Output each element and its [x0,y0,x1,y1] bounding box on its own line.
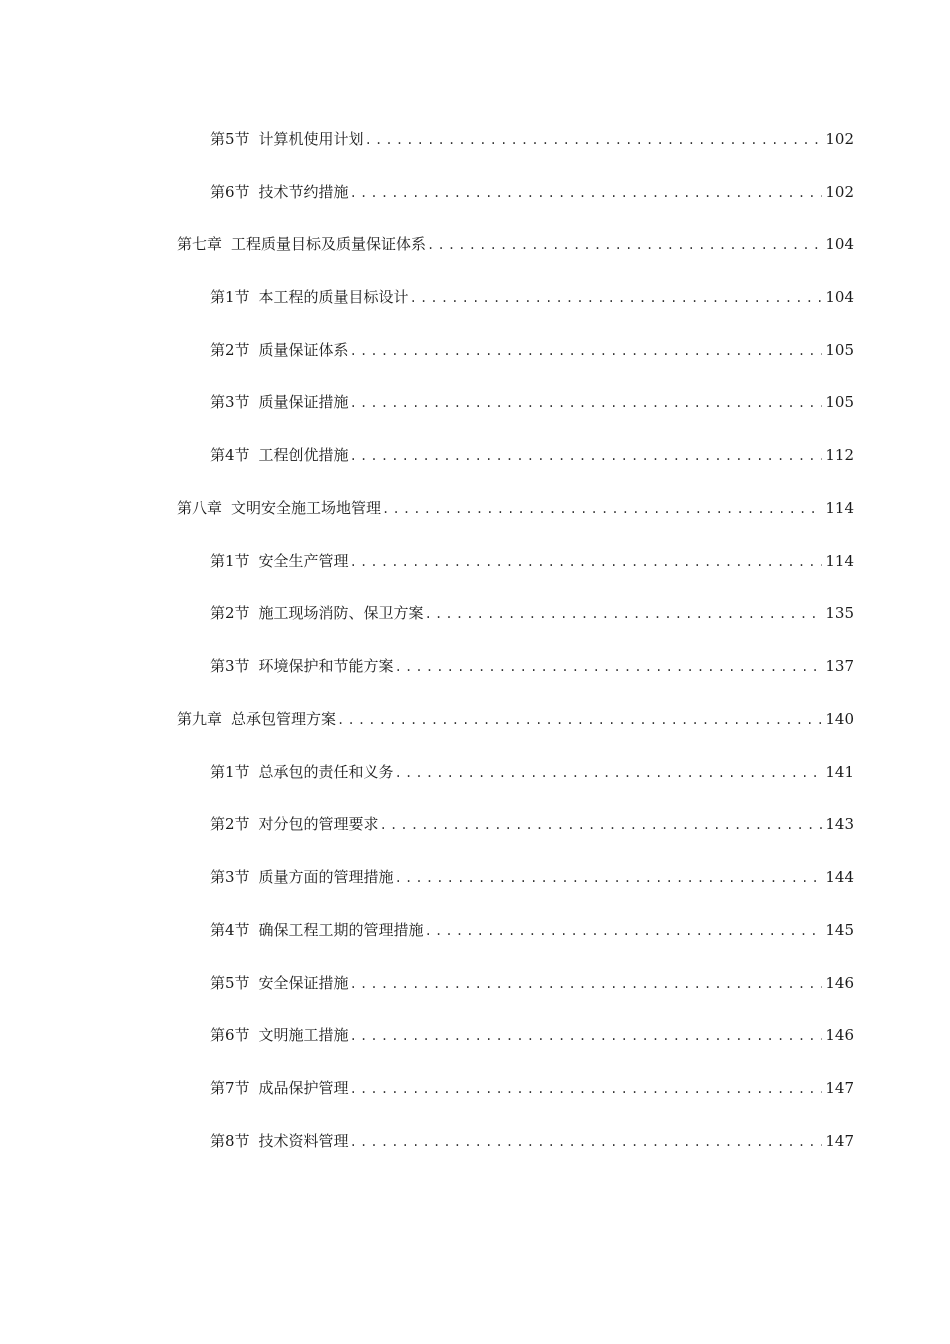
dot-leader [410,283,823,313]
toc-entry-title: 环境保护和节能方案 [258,657,394,675]
toc-entry-title: 技术资料管理 [258,1132,349,1150]
toc-entry[interactable] [210,915,854,945]
dot-leader [350,336,823,366]
toc-entry-number: 第九章 [177,710,223,728]
dot-leader [350,1021,823,1051]
toc-entry-title: 安全保证措施 [258,974,349,992]
toc-entry-page-number: 146 [825,1026,854,1044]
toc-entry-number: 第4节 [210,446,250,464]
toc-entry-page-number: 141 [825,763,854,781]
dot-leader [350,441,823,471]
toc-entry-title: 总承包管理方案 [231,710,337,728]
toc-entry-page-number: 143 [825,815,854,833]
toc-entry-number: 第8节 [210,1132,250,1150]
toc-entry-page-number: 104 [825,235,854,253]
toc-entry-page-number: 147 [825,1079,854,1097]
toc-entry-page-number: 140 [825,710,854,728]
toc-entry-page-number: 102 [825,130,854,148]
toc-entry-title: 工程质量目标及质量保证体系 [231,235,427,253]
toc-entry-number: 第2节 [210,341,250,359]
toc-entry-number: 第5节 [210,130,250,148]
toc-entry-title: 本工程的质量目标设计 [258,288,409,306]
toc-entry-number: 第八章 [177,499,223,517]
toc-entry[interactable] [210,1073,854,1103]
dot-leader [350,547,823,577]
toc-entry-page-number: 114 [825,499,854,517]
dot-leader [350,178,823,208]
toc-entry-page-number: 112 [825,446,854,464]
toc-entry-title: 对分包的管理要求 [258,815,379,833]
dot-leader [350,969,823,999]
toc-entry-page-number: 147 [825,1132,854,1150]
dot-leader [350,1127,823,1157]
toc-entry-page-number: 102 [825,183,854,201]
dot-leader [395,863,823,893]
toc-entry[interactable] [210,177,854,207]
dot-leader [427,230,822,260]
toc-entry[interactable] [210,440,854,470]
toc-entry-number: 第3节 [210,393,250,411]
dot-leader [382,494,822,524]
dot-leader [337,705,822,735]
toc-entry-title: 文明施工措施 [258,1026,349,1044]
toc-entry[interactable] [210,335,854,365]
toc-entry-page-number: 145 [825,921,854,939]
dot-leader [350,1074,823,1104]
dot-leader [425,599,823,629]
toc-entry[interactable] [210,1020,854,1050]
toc-entry[interactable] [210,757,854,787]
toc-entry-page-number: 105 [825,341,854,359]
toc-entry-number: 第1节 [210,288,250,306]
dot-leader [365,125,823,155]
dot-leader [395,758,823,788]
toc-entry-chapter[interactable] [177,493,854,523]
toc-entry-page-number: 114 [825,552,854,570]
toc-entry-title: 计算机使用计划 [258,130,364,148]
toc-entry-number: 第4节 [210,921,250,939]
toc-entry-number: 第七章 [177,235,223,253]
toc-entry-number: 第1节 [210,763,250,781]
toc-entry[interactable] [210,598,854,628]
toc-entry-number: 第3节 [210,868,250,886]
toc-entry-title: 工程创优措施 [258,446,349,464]
toc-entry[interactable] [210,124,854,154]
toc-entry-number: 第2节 [210,604,250,622]
toc-entry-title: 确保工程工期的管理措施 [258,921,424,939]
toc-entry[interactable] [210,968,854,998]
toc-entry-number: 第7节 [210,1079,250,1097]
toc-entry-title: 成品保护管理 [258,1079,349,1097]
dot-leader [350,388,823,418]
dot-leader [395,652,823,682]
toc-entry[interactable] [210,387,854,417]
toc-entry-number: 第6节 [210,183,250,201]
toc-entry[interactable] [210,809,854,839]
toc-entry-chapter[interactable] [177,704,854,734]
toc-entry[interactable] [210,651,854,681]
toc-entry-title: 安全生产管理 [258,552,349,570]
toc-entry-page-number: 144 [825,868,854,886]
toc-entry-page-number: 146 [825,974,854,992]
toc-entry-number: 第2节 [210,815,250,833]
toc-entry-page-number: 135 [825,604,854,622]
toc-entry-number: 第1节 [210,552,250,570]
toc-entry[interactable] [210,282,854,312]
toc-entry[interactable] [210,546,854,576]
toc-entry-number: 第5节 [210,974,250,992]
toc-entry-title: 质量保证措施 [258,393,349,411]
dot-leader [425,916,823,946]
toc-entry-title: 文明安全施工场地管理 [231,499,382,517]
toc-entry-title: 技术节约措施 [258,183,349,201]
toc-entry-title: 质量方面的管理措施 [258,868,394,886]
toc-entry-page-number: 104 [825,288,854,306]
toc-entry[interactable] [210,1126,854,1156]
dot-leader [380,810,823,840]
toc-entry-chapter[interactable] [177,229,854,259]
toc-entry-number: 第3节 [210,657,250,675]
toc-entry-title: 质量保证体系 [258,341,349,359]
toc-entry-page-number: 105 [825,393,854,411]
toc-entry-title: 施工现场消防、保卫方案 [258,604,424,622]
toc-entry-page-number: 137 [825,657,854,675]
toc-entry[interactable] [210,862,854,892]
toc-entry-title: 总承包的责任和义务 [258,763,394,781]
toc-entry-number: 第6节 [210,1026,250,1044]
